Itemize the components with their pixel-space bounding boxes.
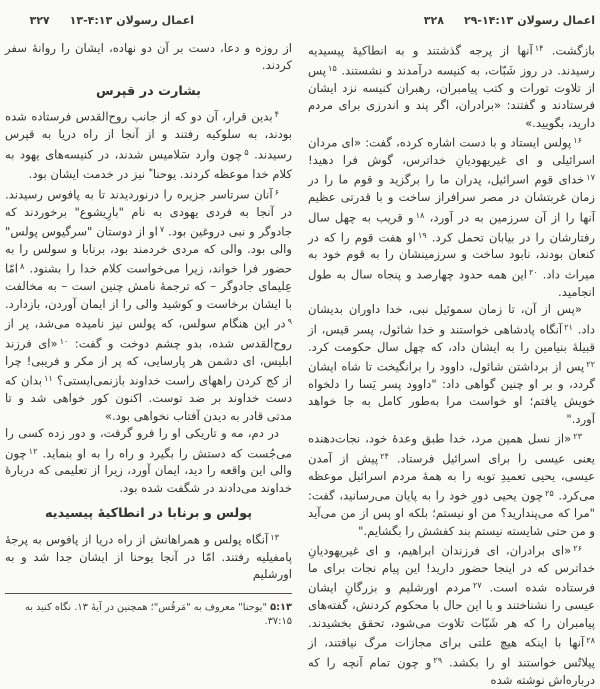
verse-number: ۱۴ xyxy=(534,43,544,53)
paragraph: $^۴$بدین قرار، آن دو که از جانب روح‌القدس فرستاده شده بودند، به سلوکیه رفتند و از آنجا از راه دریا به قپرس رسیدند. $^۵$چون وارد سَلامیس شدند، در کنیسه‌های یهود به کلام خدا موعظه کردند. یوحنا* نیز در خدمت ایشان بود. xyxy=(5,109,292,182)
footnote: ۵:۱۳ "یوحنا" معروف به "مَرقُس"؛ همچنین در آیهٔ ۱۳. نگاه کنید به ۳۷:۱۵. xyxy=(24,602,292,628)
paragraph: $^{۲۶}$«ای برادران، ای فرزندان ابراهیم، و ای غیریهودیانِ خداترس که در اینجا حضور دارید! این پیام نجات برای ما فرستاده شده است. $^{۲۷}$مردم اورشلیم و بزرگانِ ایشان عیسی را نشناختند و با این حال با محکوم کردنش، گفته‌های پیامبران را که هر شَبّات تلاوت می‌شود، تحقق بخشیدند. $^{۲۸}$آنها با اینکه هیچ علتی برای مجازات مرگ نیافتند، از پیلاتُس خواستند او را بکشد. $^{۲۹}$و چون تمام آنچه را که درباره‌اش نوشته شده xyxy=(308,542,595,687)
page-327-header xyxy=(5,14,292,27)
verse-number: ۵ xyxy=(244,146,249,157)
page-327 xyxy=(5,14,292,626)
running-head-title xyxy=(464,14,595,27)
cross-reference: ۳۷:۱۵ xyxy=(267,616,292,628)
footnote-divider xyxy=(5,593,292,594)
paragraph: $^{۱۶}$پولس ایستاد و با دست اشاره کرده، گفت: «ای مردان اسرائیلی و ای غیریهودیانِ خداترس، گوش فرا دهید! $^{۱۷}$خدای قوم اسرائیل، پدران ما را برگزید و قوم ما را در زمان غربتشان در مصر سرافراز ساخت و با قدرتی عظیم آنها را از آن سرزمین به در آورد، $^{۱۸}$و قریب به چهل سال رفتارشان را در بیابان تحمل کرد. $^{۱۹}$او هفت قوم را که در کنعان بودند، نابود ساخت و سرزمینشان را به قوم خود به میراث داد. $^{۲۰}$این همه حدود چهارصد و پنجاه سال به طول انجامید. xyxy=(308,135,595,299)
verse-number: ۲۶ xyxy=(573,542,582,553)
verse-number: ۷ xyxy=(159,224,165,235)
paragraph: از روزه و دعا، دست بر آن دو نهاده، ایشان را روانهٔ سفر کردند. xyxy=(5,41,292,73)
verse-number: ۱۶ xyxy=(573,135,582,146)
verse-number: ۲۵ xyxy=(545,488,554,499)
verse-number: ۱۰ xyxy=(59,336,69,347)
verse-number: ۲۸ xyxy=(586,635,595,645)
verse-number: ۶ xyxy=(274,186,279,197)
paragraph: «پس از آن، تا زمان سموئیل نبی، خدا داوران بدیشان داد. $^{۲۱}$آنگاه پادشاهی خواستند و خدا شائول، پسر قیس، از قبیلهٔ بنیامین را به ایشان داد، که چهل سال حکومت کرد. $^{۲۲}$پس از برداشتن شائول، داوود را برانگیخت تا شاه ایشان گردد، و بر او چنین گواهی داد: "داوود پسر یَسا را دلخواه خویش یافتم؛ او خواست مرا به‌طور کامل به جا خواهد آورد." xyxy=(308,302,595,426)
verse-number: ۲۰ xyxy=(528,266,538,277)
page-328-header xyxy=(308,14,595,27)
verse-number: ۲۱ xyxy=(564,321,573,332)
page-328-body xyxy=(308,40,595,689)
verse-number: ۲۳ xyxy=(573,431,582,442)
verse-number: ۸ xyxy=(19,261,25,272)
verse-number: ۱۹ xyxy=(417,229,427,240)
verse-number: ۲۷ xyxy=(472,580,482,591)
running-head-book: اعمال رسولان xyxy=(517,14,595,27)
verse-number: ۹ xyxy=(287,316,292,327)
running-head-reference: ۱۳-۴:۱۳ xyxy=(69,14,113,27)
page-328 xyxy=(308,14,596,687)
paragraph: $^{۱۳}$آنگاه پولس و همراهانش از راه دریا از پافوس به پرجهٔ پامفیلیه رفتند. امّا در آنجا یوحنا از ایشان جدا شد و به اورشلیم xyxy=(5,531,292,581)
running-head-book: اعمال رسولان xyxy=(116,14,194,27)
verse-number: ۱۱ xyxy=(44,373,53,384)
section-heading: پولس و برنابا در انطاکیهٔ پیسیدیه xyxy=(45,506,252,522)
page-number-327: ۳۲۷ xyxy=(29,14,50,27)
page-number-328: ۳۲۸ xyxy=(423,14,444,27)
verse-number: ۱۳ xyxy=(270,531,279,542)
section-heading: بشارت در قپرس xyxy=(96,83,201,99)
verse-number: ۲۹ xyxy=(433,654,443,665)
running-head-reference: ۲۹-۱۴:۱۳ xyxy=(463,14,514,27)
verse-number: ۱۸ xyxy=(415,209,425,220)
verse-number: ۱۲ xyxy=(28,445,38,456)
verse-number: ۲۴ xyxy=(380,450,389,461)
paragraph: $^۶$آنان سرتاسر جزیره را درنوردیدند تا به پافوس رسیدند. در آنجا به فردی یهودی به نام "بارِیشوع" برخوردند که جادوگر و نبی دروغین بود. $^۷$او از دوستان "سرگیوس پولس" والی بود. والی که مردی خردمند بود، برنابا و سولس را به حضور فرا خواند، زیرا می‌خواست کلام خدا را بشنود. $^۸$امّا عِلیمای جادوگر – که ترجمهٔ نامش چنین است – به مخالفت با ایشان برخاست و کوشید والی را از ایمان آوردن، بازدارد. $^۹$در این هنگام سولس، که پولس نیز نامیده می‌شد، پر از روح‌القدس شده، بدو چشم دوخت و گفت: $^{۱۰}$«ای فرزند ابلیس، ای دشمن هر پارسایی، که پر از مکر و فریبی! چرا از کج کردن راههای راست خداوند بازنمی‌ایستی؟ $^{۱۱}$بدان که دست خداوند بر ضد توست. اکنون کور خواهی شد و تا مدتی قادر به دیدن آفتاب نخواهی بود.» xyxy=(5,186,293,423)
verse-number: ۲۲ xyxy=(586,358,595,369)
paragraph: $^{۲۳}$«از نسل همین مرد، خدا طبق وعدهٔ خود، نجات‌دهنده یعنی عیسی را برای اسرائیل فرستاد. $^{۲۴}$پیش از آمدن عیسی، یحیی تعمیدِ توبه را به همهٔ مردم اسرائیل موعظه می‌کرد. $^{۲۵}$چون یحیی دورِ خود را به پایان می‌رسانید، گفت: "مرا که می‌پندارید؟ من او نیستم؛ بلکه او پس از من می‌آید و من حتی شایسته نیستم بند کفشش را بگشایم." xyxy=(308,431,596,538)
paragraph: بازگشت. $^{۱۴}$آنها از پرجه گذشتند و به انطاکیهٔ پیسیدیه رسیدند. در روز شَبّات، به کنیسه درآمدند و نشستند. $^{۱۵}$پس از تلاوت تورات و کتب پیامبران، رهبران کنیسه نزد ایشان فرستادند و گفتند: «برادران، اگر پند و اندرزی برای مردم دارید، بگویید.» xyxy=(308,43,595,130)
verse-number: ۱۷ xyxy=(586,172,595,183)
paragraph: در دم، مه و تاریکی او را فرو گرفت، و دور زده کسی را می‌جُست که دستش را بگیرد و راه را به او بنماید. $^{۱۲}$چون والی این واقعه را دید، ایمان آورد، زیرا از تعلیمی که دربارهٔ خداوند می‌دادند در شگفت شده بود. xyxy=(5,426,292,495)
running-head-title xyxy=(70,14,194,27)
verse-number: ۴ xyxy=(274,109,279,120)
footnote-marker: * xyxy=(148,166,153,177)
verse-number: ۱۵ xyxy=(328,62,337,73)
footnote-reference: ۵:۱۳ xyxy=(270,602,292,614)
page-327-body xyxy=(5,40,292,583)
